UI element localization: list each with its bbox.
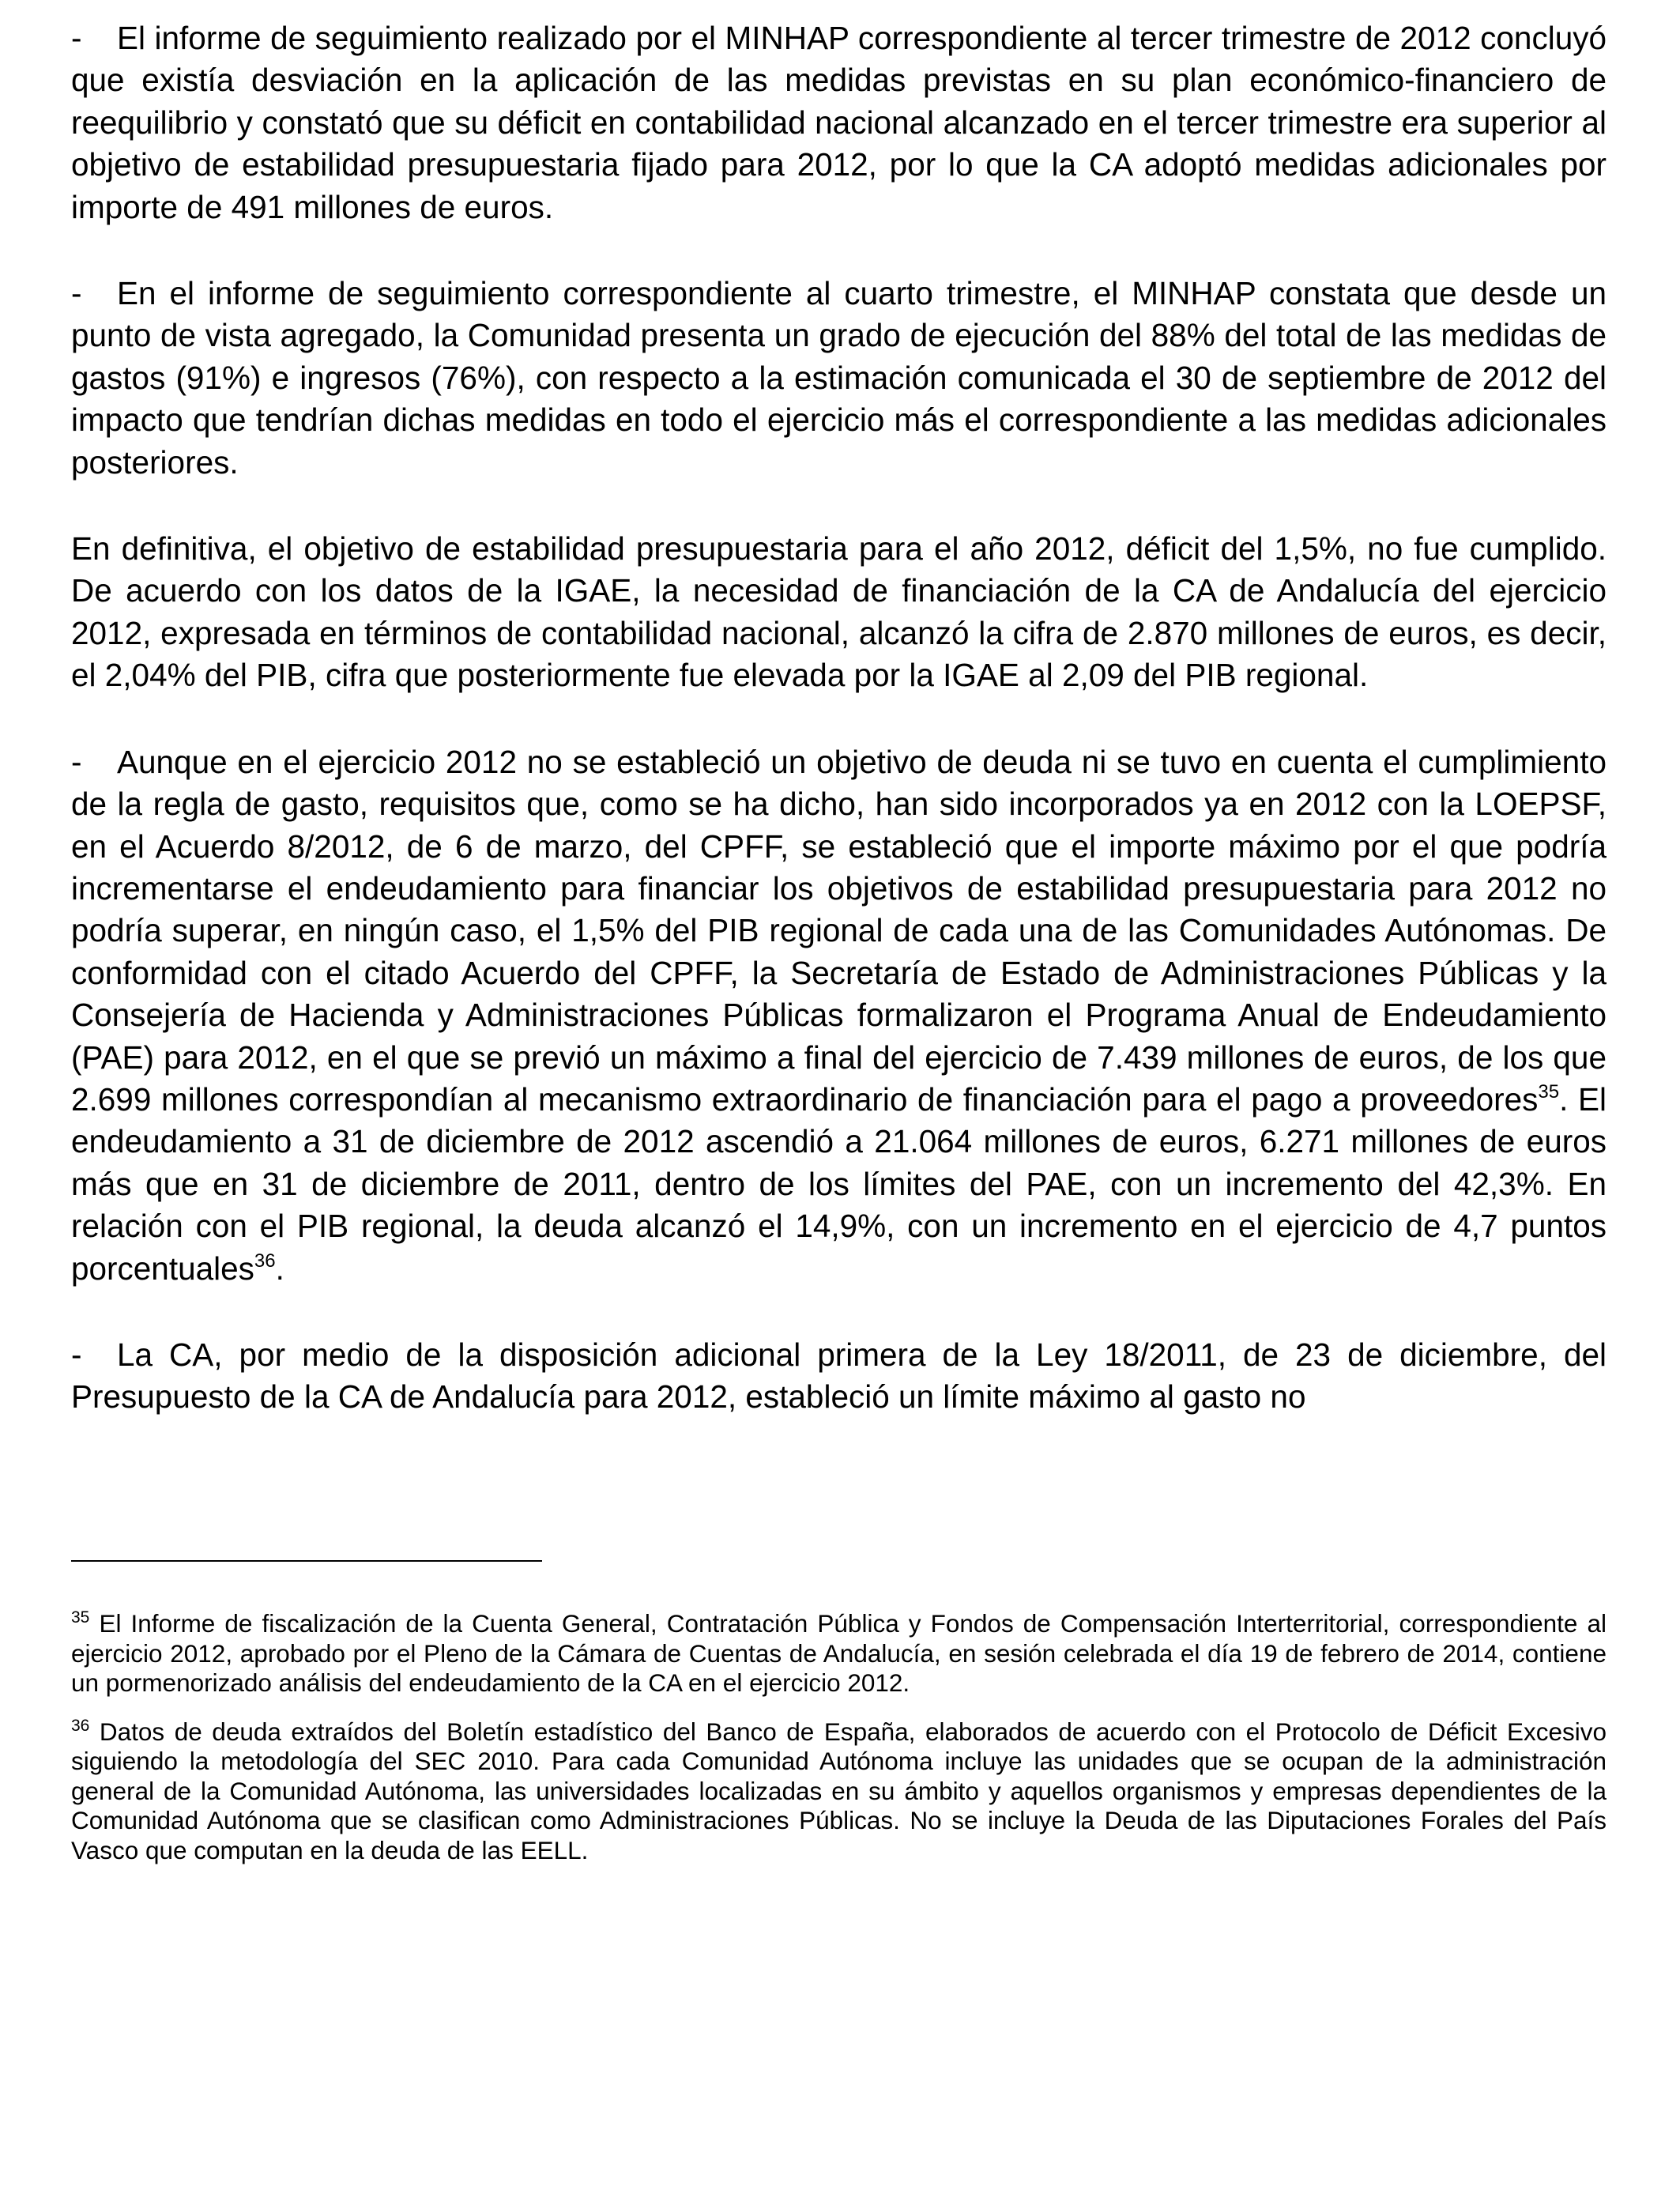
paragraph-stability-objective <box>71 528 1607 697</box>
footnote-text: Datos de deuda extraídos del Boletín estadístico del Banco de España, elaborados de acuerdo con el Protocolo de Déficit Excesivo siguiendo la metodología del SEC 2010. Para cada Comunidad Autónoma incluye las unidades que se ocupan de la administración general de la Comunidad Autónoma, las universidades localizadas en su ámbito y aquellos organismos y empresas dependientes de la Comunidad Autónoma que se clasifican como Administraciones Públicas. No se incluye la Deuda de las Diputaciones Forales del País Vasco que computan en la deuda de las EELL. <box>71 1717 1607 1864</box>
document-body <box>71 17 1607 1419</box>
paragraph-text: . <box>275 1250 284 1287</box>
footnote-ref-36[interactable]: 36 <box>254 1250 276 1272</box>
paragraph-text: Aunque en el ejercicio 2012 no se estableció un objetivo de deuda ni se tuvo en cuenta el cumplimiento de la regla de gasto, requisitos que, como se ha dicho, han sido incorporados ya en 2012 con la LOEPSF, en el Acuerdo 8/2012, de 6 de marzo, del CPFF, se estableció que el importe máximo por el que podría incrementarse el endeudamiento para financiar los objetivos de estabilidad presupuestaria para 2012 no podría superar, en ningún caso, el 1,5% del PIB regional de cada una de las Comunidades Autónomas. De conformidad con el citado Acuerdo del CPFF, la Secretaría de Estado de Administraciones Públicas y la Consejería de Hacienda y Administraciones Públicas formalizaron el Programa Anual de Endeudamiento (PAE) para 2012, en el que se previó un máximo a final del ejercicio de 7.439 millones de euros, de los que 2.699 millones correspondían al mecanismo extraordinario de financiación para el pago a proveedores <box>71 743 1607 1118</box>
paragraph-spending-limit <box>71 1334 1607 1419</box>
paragraph-text: En el informe de seguimiento correspondiente al cuarto trimestre, el MINHAP constata que desde un punto de vista agregado, la Comunidad presenta un grado de ejecución del 88% del total de las medidas de gastos (91%) e ingresos (76%), con respecto a la estimación comunicada el 30 de septiembre de 2012 del impacto que tendrían dichas medidas en todo el ejercicio más el correspondiente a las medidas adicionales posteriores. <box>71 275 1607 481</box>
footnote-number: 36 <box>71 1716 90 1735</box>
list-dash: - <box>71 275 82 312</box>
footnote-text: El Informe de fiscalización de la Cuenta General, Contratación Pública y Fondos de Compensación Interterritorial, correspondiente al ejercicio 2012, aprobado por el Pleno de la Cámara de Cuentas de Andalucía, en sesión celebrada el día 19 de febrero de 2014, contiene un pormenorizado análisis del endeudamiento de la CA en el ejercicio 2012. <box>71 1609 1607 1697</box>
list-dash: - <box>71 1336 82 1373</box>
footnote-number: 35 <box>71 1608 90 1627</box>
footnote-35 <box>71 1609 1607 1698</box>
footnote-separator <box>71 1560 542 1562</box>
paragraph-text: La CA, por medio de la disposición adicional primera de la Ley 18/2011, de 23 de diciembre, del Presupuesto de la CA de Andalucía para 2012, estableció un límite máximo al gasto no <box>71 1336 1607 1416</box>
list-dash: - <box>71 20 82 56</box>
footnote-36 <box>71 1717 1607 1866</box>
footnotes <box>71 1609 1607 1884</box>
list-dash: - <box>71 743 82 780</box>
paragraph-fourth-quarter-report <box>71 273 1607 484</box>
paragraph-third-quarter-report <box>71 17 1607 228</box>
paragraph-text: El informe de seguimiento realizado por el MINHAP correspondiente al tercer trimestre de 2012 concluyó que existía desviación en la aplicación de las medidas previstas en su plan económico-financiero de reequilibrio y constató que su déficit en contabilidad nacional alcanzado en el tercer trimestre era superior al objetivo de estabilidad presupuestaria fijado para 2012, por lo que la CA adoptó medidas adicionales por importe de 491 millones de euros. <box>71 20 1607 225</box>
paragraph-text: En definitiva, el objetivo de estabilidad presupuestaria para el año 2012, déficit del 1,5%, no fue cumplido. De acuerdo con los datos de la IGAE, la necesidad de financiación de la CA de Andalucía del ejercicio 2012, expresada en términos de contabilidad nacional, alcanzó la cifra de 2.870 millones de euros, es decir, el 2,04% del PIB, cifra que posteriormente fue elevada por la IGAE al 2,09 del PIB regional. <box>71 530 1607 694</box>
paragraph-text: . El endeudamiento a 31 de diciembre de 2012 ascendió a 21.064 millones de euros, 6.271 millones de euros más que en 31 de diciembre de 2011, dentro de los límites del PAE, con un incremento del 42,3%. En relación con el PIB regional, la deuda alcanzó el 14,9%, con un incremento en el ejercicio de 4,7 puntos porcentuales <box>71 1080 1607 1287</box>
paragraph-debt-objective <box>71 741 1607 1290</box>
footnote-ref-35[interactable]: 35 <box>1538 1080 1560 1103</box>
